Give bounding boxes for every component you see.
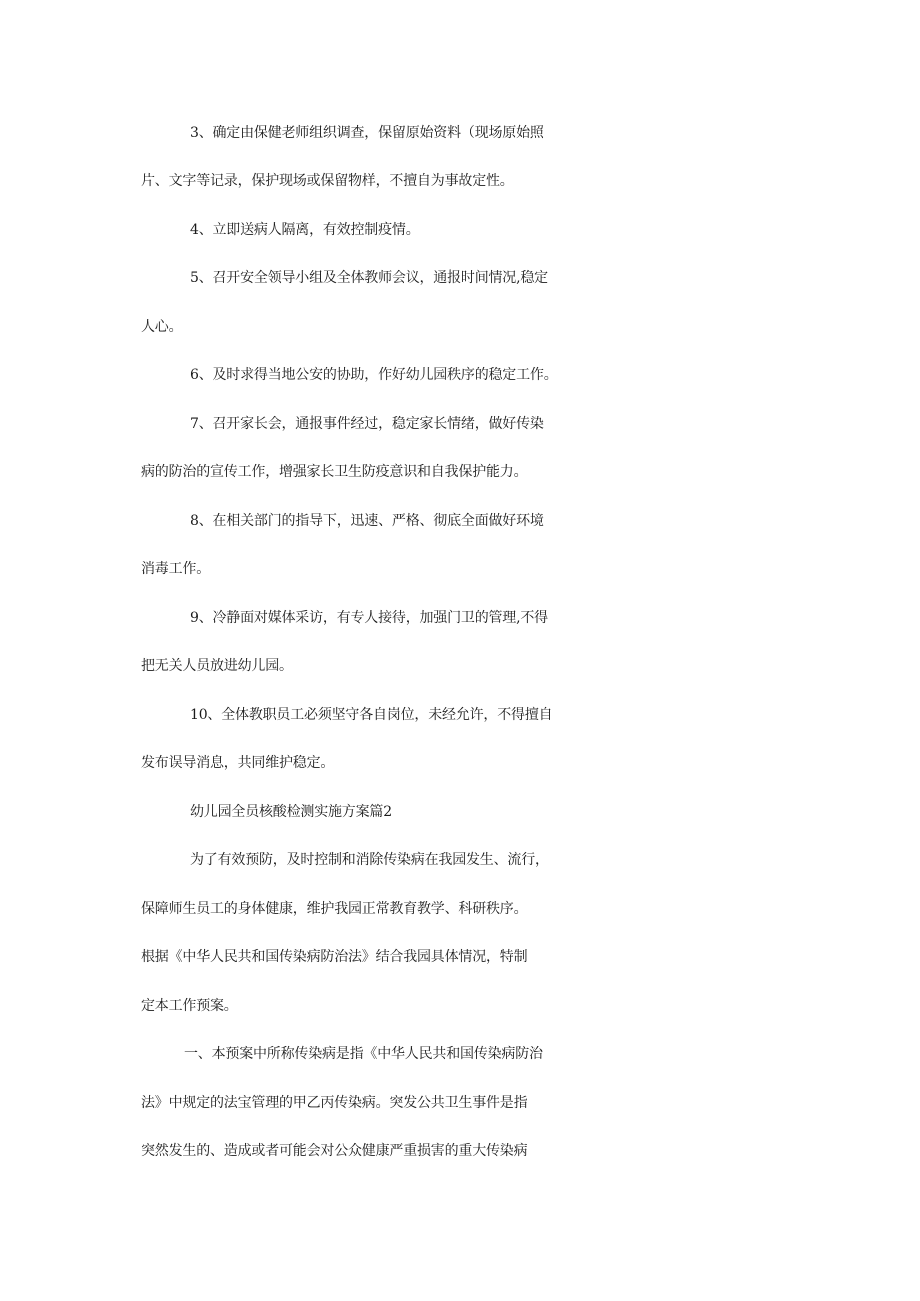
section-heading: 幼儿园全员核酸检测实施方案篇2 xyxy=(190,804,392,820)
text-line: 根据《中华人民共和国传染病防治法》结合我园具体情况，特制 xyxy=(141,949,528,965)
text-line: 把无关人员放进幼儿园。 xyxy=(141,658,293,674)
text-line: 病的防治的宣传工作，增强家长卫生防疫意识和自我保护能力。 xyxy=(141,464,528,480)
text-line: 一、本预案中所称传染病是指《中华人民共和国传染病防治 xyxy=(184,1046,543,1062)
text-line: 保障师生员工的身体健康，维护我园正常教育教学、科研秩序。 xyxy=(141,901,528,917)
text-line: 8、在相关部门的指导下，迅速、严格、彻底全面做好环境 xyxy=(190,513,544,529)
text-line: 10、全体教职员工必须坚守各自岗位，未经允许，不得擅自 xyxy=(190,707,553,723)
text-line: 发布误导消息，共同维护稳定。 xyxy=(141,755,335,771)
text-line: 9、冷静面对媒体采访，有专人接待，加强门卫的管理,不得 xyxy=(190,610,548,626)
text-line: 为了有效预防，及时控制和消除传染病在我园发生、流行， xyxy=(190,852,549,868)
text-line: 4、立即送病人隔离，有效控制疫情。 xyxy=(190,222,420,238)
text-line: 人心。 xyxy=(141,319,183,335)
text-line: 消毒工作。 xyxy=(141,561,210,577)
text-line: 突然发生的、造成或者可能会对公众健康严重损害的重大传染病 xyxy=(141,1143,528,1159)
text-line: 片、文字等记录，保护现场或保留物样，不擅自为事故定性。 xyxy=(141,173,514,189)
text-line: 5、召开安全领导小组及全体教师会议，通报时间情况,稳定 xyxy=(190,270,548,286)
text-line: 3、确定由保健老师组织调查，保留原始资料（现场原始照 xyxy=(190,125,544,141)
text-line: 法》中规定的法宝管理的甲乙丙传染病。突发公共卫生事件是指 xyxy=(141,1095,528,1111)
text-line: 7、召开家长会，通报事件经过，稳定家长情绪，做好传染 xyxy=(190,416,544,432)
text-line: 定本工作预案。 xyxy=(141,998,238,1014)
text-line: 6、及时求得当地公安的协助，作好幼儿园秩序的稳定工作。 xyxy=(190,367,558,383)
